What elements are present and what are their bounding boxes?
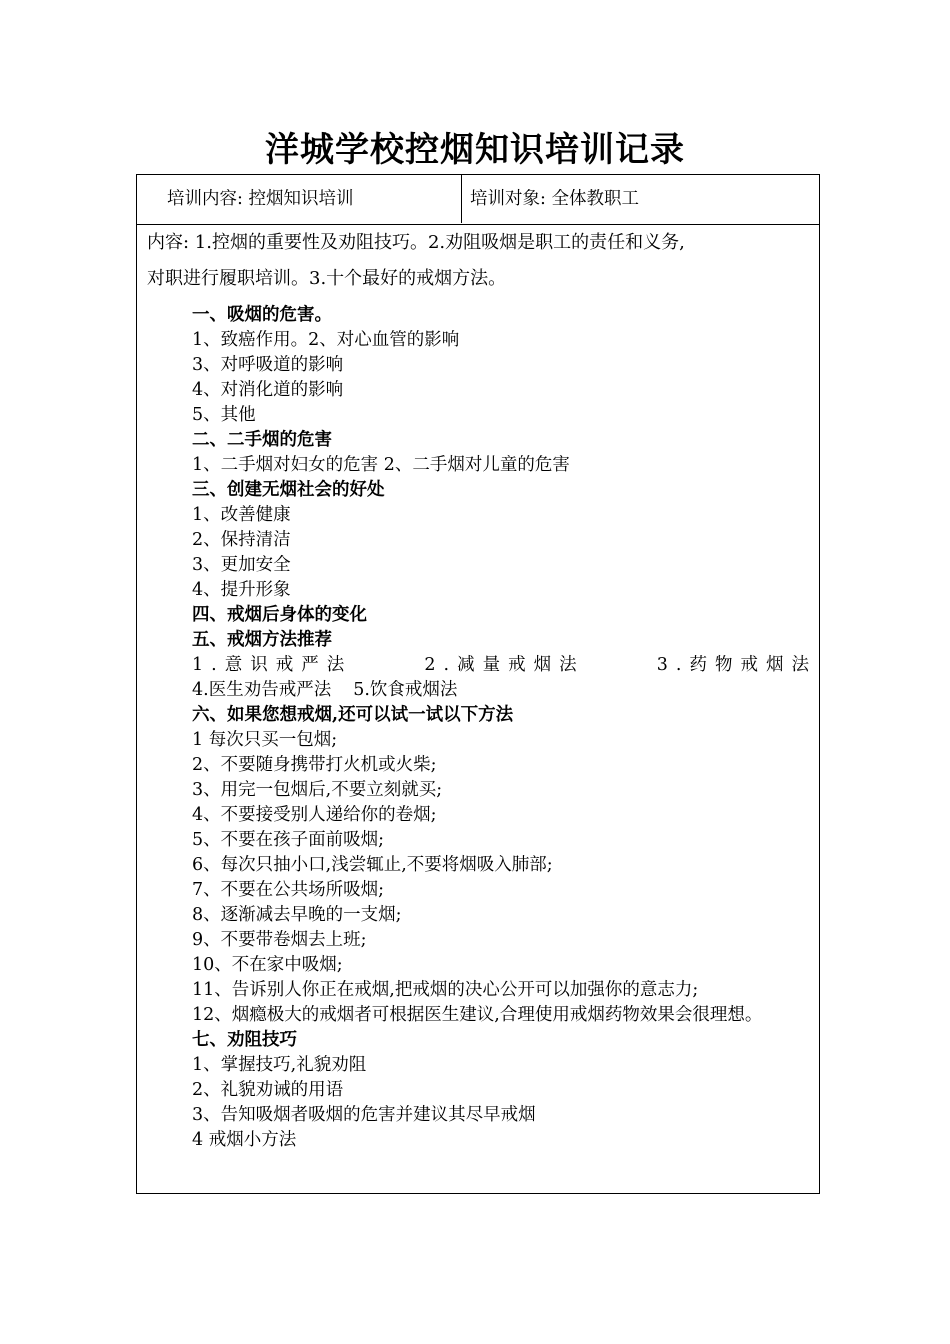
list-item: 10、不在家中吸烟;	[192, 955, 343, 975]
list-item: 5、其他	[192, 405, 256, 425]
method-item: 2.减量戒烟法	[424, 655, 585, 675]
list-item: 1、掌握技巧,礼貌劝阻	[192, 1055, 367, 1075]
list-item: 2、不要随身携带打火机或火柴;	[192, 755, 437, 775]
list-item: 4、对消化道的影响	[192, 380, 344, 400]
list-item: 8、逐渐减去早晚的一支烟;	[192, 905, 402, 925]
section-heading-5: 五、戒烟方法推荐	[192, 630, 332, 650]
list-item: 2、礼貌劝诫的用语	[192, 1080, 344, 1100]
list-item: 2、保持清洁	[192, 530, 291, 550]
list-item: 9、不要带卷烟去上班;	[192, 930, 367, 950]
section-heading-2: 二、二手烟的危害	[192, 430, 332, 450]
list-item: 5、不要在孩子面前吸烟;	[192, 830, 385, 850]
list-item: 1、改善健康	[192, 505, 291, 525]
list-item: 7、不要在公共场所吸烟;	[192, 880, 385, 900]
training-record-table	[136, 174, 820, 1194]
list-item-wrapped: 12、烟瘾极大的戒烟者可根据医生建议,合理使用戒烟药物效果会很理想。	[192, 1005, 763, 1025]
section-heading-4: 四、戒烟后身体的变化	[192, 605, 367, 625]
list-item: 1、致癌作用。2、对心血管的影响	[192, 330, 460, 350]
list-item-wrapped: 11、告诉别人你正在戒烟,把戒烟的决心公开可以加强你的意志力;	[192, 980, 699, 1000]
page-title: 洋城学校控烟知识培训记录	[265, 130, 685, 170]
training-content-cell: 培训内容: 控烟知识培训	[137, 175, 462, 223]
content-cell	[137, 225, 819, 1153]
list-item: 6、每次只抽小口,浅尝辄止,不要将烟吸入肺部;	[192, 855, 553, 875]
method-item: 5.饮食戒烟法	[353, 680, 458, 700]
method-item: 1.意识戒严法	[192, 655, 353, 675]
section-heading-3: 三、创建无烟社会的好处	[192, 480, 385, 500]
training-target-cell: 培训对象: 全体教职工	[470, 189, 639, 209]
intro-line-2: 对职进行履职培训。3.十个最好的戒烟方法。	[147, 268, 507, 289]
list-item: 3、对呼吸道的影响	[192, 355, 344, 375]
methods-row-2	[147, 678, 811, 703]
list-item: 3、更加安全	[192, 555, 291, 575]
method-item: 4.医生劝告戒严法	[192, 680, 332, 700]
content-list	[147, 303, 817, 1153]
list-item: 3、用完一包烟后,不要立刻就买;	[192, 780, 443, 800]
section-heading-1: 一、吸烟的危害。	[192, 305, 332, 325]
list-item: 4、不要接受别人递给你的卷烟;	[192, 805, 437, 825]
intro-paragraph	[147, 225, 811, 297]
methods-row-1	[147, 653, 817, 678]
list-item: 4 戒烟小方法	[192, 1130, 297, 1150]
list-item: 3、告知吸烟者吸烟的危害并建议其尽早戒烟	[192, 1105, 536, 1125]
table-header-row	[137, 175, 819, 225]
section-heading-7: 七、劝阻技巧	[192, 1030, 297, 1050]
intro-line-1: 内容: 1.控烟的重要性及劝阻技巧。2.劝阻吸烟是职工的责任和义务,	[147, 232, 685, 253]
list-item: 4、提升形象	[192, 580, 291, 600]
section-heading-6: 六、如果您想戒烟,还可以试一试以下方法	[192, 705, 514, 725]
list-item: 1、二手烟对妇女的危害 2、二手烟对儿童的危害	[192, 455, 570, 475]
list-item: 1 每次只买一包烟;	[192, 730, 338, 750]
method-item: 3.药物戒烟法	[656, 655, 817, 675]
